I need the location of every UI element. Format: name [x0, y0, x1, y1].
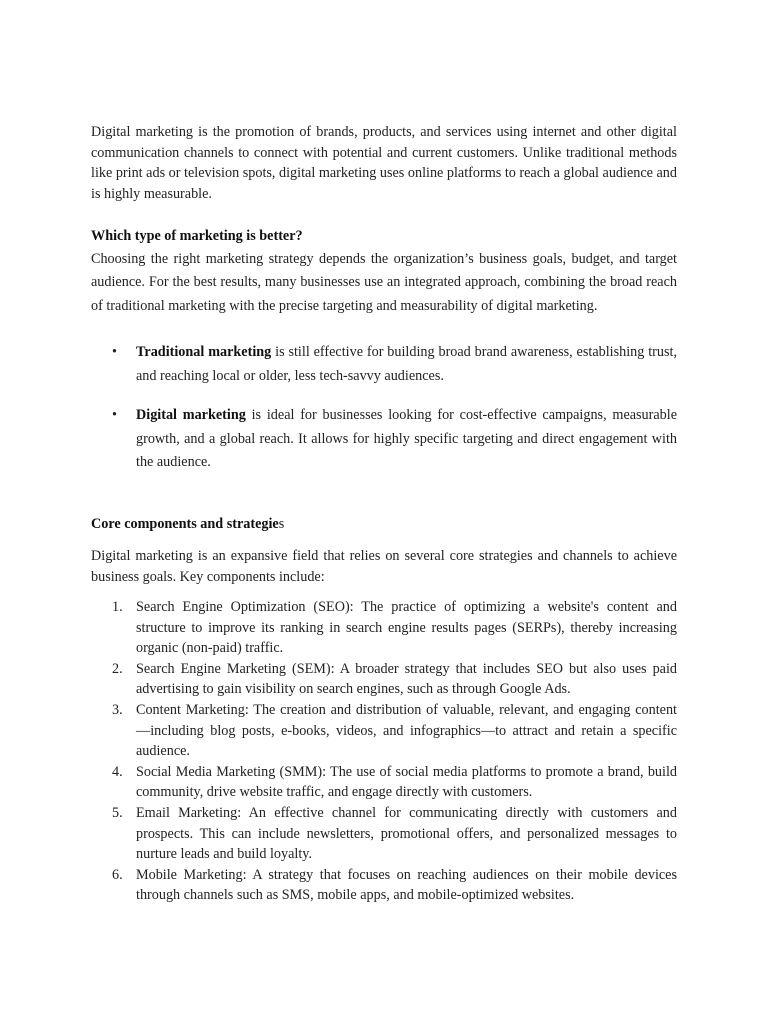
bullet-marker: • — [112, 344, 117, 360]
list-number: 4. — [112, 763, 123, 780]
intro-paragraph: Digital marketing is the promotion of brands, products, and services using internet and other digital communication channels to connect with potential and current customers. Unlike traditional methods like print ads or television spots, digital marketing uses online platforms to reach a global audience and is highly measurable. — [91, 124, 677, 202]
list-number: 5. — [112, 804, 123, 821]
list-item-text: is still effective for building broad brand awareness, establishing trust, and reaching local or older, less tech-savvy audiences. — [136, 344, 677, 384]
list-item — [91, 404, 677, 475]
list-item — [91, 700, 677, 762]
list-item-term: Traditional marketing — [136, 344, 272, 360]
list-item — [91, 762, 677, 803]
marketing-comparison-list — [91, 341, 677, 475]
list-item-text: Content Marketing: The creation and distribution of valuable, relevant, and engaging content—including blog posts, e-books, videos, and infographics—to attract and retain a specific audience. — [136, 701, 677, 760]
list-item-text: Search Engine Marketing (SEM): A broader strategy that includes SEO but also uses paid advertising to gain visibility on search engines, such as through Google Ads. — [136, 660, 677, 698]
list-item-text: Mobile Marketing: A strategy that focuses on reaching audiences on their mobile devices through channels such as SMS, mobile apps, and mobile-optimized websites. — [136, 866, 677, 904]
list-item — [91, 597, 677, 659]
section-heading-marketing-type: Which type of marketing is better? — [91, 228, 303, 244]
list-item-text: Email Marketing: An effective channel for communicating directly with customers and prospects. This can include newsletters, promotional offers, and personalized messages to nurture leads and build loyalty. — [136, 804, 677, 863]
list-item — [91, 659, 677, 700]
list-item — [91, 341, 677, 388]
list-number: 2. — [112, 660, 123, 677]
list-item-text: is ideal for businesses looking for cost-effective campaigns, measurable growth, and a global reach. It allows for highly specific targeting and direct engagement with the audience. — [136, 407, 678, 470]
list-number: 3. — [112, 701, 123, 718]
list-item-text: Social Media Marketing (SMM): The use of social media platforms to promote a brand, build community, drive website traffic, and engage directly with customers. — [136, 763, 677, 801]
core-components-intro: Digital marketing is an expansive field that relies on several core strategies and channels to achieve business goals. Key components include: — [91, 548, 677, 585]
list-number: 1. — [112, 599, 123, 615]
list-item — [91, 865, 677, 906]
list-item-text: Search Engine Optimization (SEO): The practice of optimizing a website's content and structure to improve its ranking in search engine results pages (SERPs), thereby increasing organic (non-paid) traffic. — [136, 599, 677, 657]
bullet-marker: • — [112, 407, 117, 423]
marketing-strategy-paragraph: Choosing the right marketing strategy depends the organization’s business goals, budget, and target audience. For the best results, many businesses use an integrated approach, combining the broad reach of traditional marketing with the precise targeting and measurability of digital marketing. — [91, 251, 677, 314]
list-item — [91, 803, 677, 865]
list-number: 6. — [112, 866, 123, 883]
core-components-list — [91, 597, 677, 906]
list-item-term: Digital marketing — [136, 407, 246, 423]
section-heading-core-components: Core components and strategies — [91, 516, 285, 532]
